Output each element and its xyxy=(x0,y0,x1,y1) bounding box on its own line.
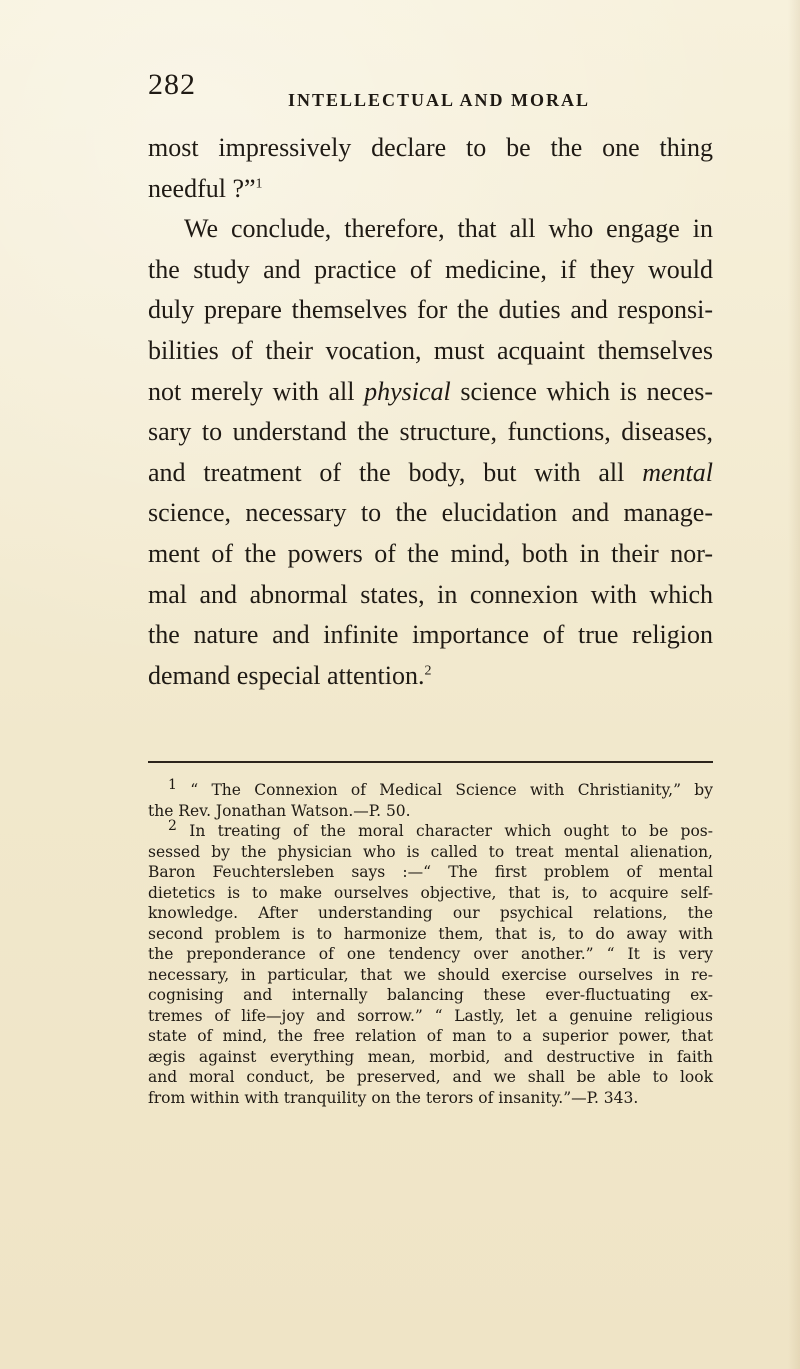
running-head: INTELLECTUAL AND MORAL xyxy=(288,90,591,110)
body-line-text: most impressively declare to be the one thing xyxy=(148,133,713,162)
body-line-text: needful ?” xyxy=(148,173,256,203)
body-line xyxy=(148,534,713,575)
footnote-2-line xyxy=(148,924,713,945)
body-line-text: the study and practice of medicine, if they would xyxy=(148,254,713,284)
body-line-text: mal and abnormal states, in connexion with which xyxy=(148,579,713,609)
body-line-text: science, necessary to the elucidation and manage- xyxy=(148,498,713,528)
footnote-text: ægis against everything mean, morbid, and destructive in faith xyxy=(148,1047,713,1066)
footnote-2-line xyxy=(148,944,713,965)
footnote-text: from within with tranquility on the terors of insanity.”—P. 343. xyxy=(148,1088,639,1107)
body-line-text: duly prepare themselves for the duties and responsi- xyxy=(148,295,713,325)
body-line-text: science which is neces- xyxy=(460,376,714,406)
footnote-text: the Rev. Jonathan Watson.—P. 50. xyxy=(148,801,411,820)
main-text xyxy=(148,128,713,696)
footnote-2-line xyxy=(148,1006,713,1027)
body-line-text: the nature and infinite importance of true religion xyxy=(148,620,713,650)
body-line xyxy=(148,575,713,616)
footnote-ref-1: 1 xyxy=(255,175,263,191)
footnote-1-line xyxy=(148,776,713,801)
footnote-2-line xyxy=(148,1067,713,1088)
footnote-divider xyxy=(148,761,713,763)
footnote-text: the preponderance of one tendency over another.” “ It is very xyxy=(148,945,713,963)
footnote-2-line xyxy=(148,1047,713,1068)
footnote-text: In treating of the moral character which ought to be pos- xyxy=(189,822,713,840)
footnote-text: “ The Connexion of Medical Science with Christianity,” by xyxy=(190,781,713,799)
footnote-text: state of mind, the free relation of man to a superior power, that xyxy=(148,1027,713,1045)
footnote-text: knowledge. After understanding our psychical relations, the xyxy=(148,904,713,922)
footnote-text: dietetics is to make ourselves objective, that is, to acquire self- xyxy=(148,883,713,902)
body-line xyxy=(148,372,713,413)
body-line xyxy=(148,656,713,697)
body-line xyxy=(148,128,713,169)
footnote-2-line xyxy=(148,1026,713,1047)
footnote-ref-2: 2 xyxy=(424,663,432,679)
paragraph-start xyxy=(148,209,713,250)
body-line-text: and treatment of the body, but with all xyxy=(148,457,643,487)
footnote-2-line xyxy=(148,903,713,924)
body-line xyxy=(148,290,713,331)
page-header xyxy=(148,68,708,116)
body-line xyxy=(148,169,713,210)
footnote-text: necessary, in particular, that we should exercise ourselves in re- xyxy=(148,965,713,984)
body-line-text: not merely with all xyxy=(148,376,365,406)
footnote-text: sessed by the physician who is called to treat mental alienation, xyxy=(148,842,713,861)
footnote-2-line xyxy=(148,1088,713,1109)
page-number: 282 xyxy=(148,68,196,101)
footnote-number-2: 2 xyxy=(168,817,177,834)
footnote-text: second problem is to harmonize them, that is, to do away with xyxy=(148,924,713,943)
body-line xyxy=(148,615,713,656)
footnote-text: and moral conduct, be preserved, and we shall be able to look xyxy=(148,1068,713,1086)
body-line-text: sary to understand the structure, functions, diseases, xyxy=(148,417,713,447)
footnote-text: cognising and internally balancing these ever-fluctuating ex- xyxy=(148,986,713,1004)
body-line-text: We conclude, therefore, that all who engage in xyxy=(184,214,713,244)
footnote-text: Baron Feuchtersleben says :—“ The first problem of mental xyxy=(148,863,713,881)
footnote-2-line xyxy=(148,842,713,863)
footnote-2-line xyxy=(148,965,713,986)
footnote-text: tremes of life—joy and sorrow.” “ Lastly, let a genuine religious xyxy=(148,1006,713,1025)
footnote-number-1: 1 xyxy=(168,776,177,793)
emphasis-physical: physical xyxy=(364,376,451,406)
body-line xyxy=(148,250,713,291)
footnote-2-line xyxy=(148,985,713,1006)
footnote-2-line xyxy=(148,862,713,883)
body-line-text: ment of the powers of the mind, both in their nor- xyxy=(148,538,713,568)
footnote-2-line xyxy=(148,817,713,842)
footnote-2-line xyxy=(148,883,713,904)
body-line xyxy=(148,331,713,372)
body-line-text: demand especial attention. xyxy=(148,660,425,690)
footnotes xyxy=(148,776,713,1108)
body-line xyxy=(148,412,713,453)
emphasis-mental: mental xyxy=(642,457,713,487)
body-line-text: bilities of their vocation, must acquaint themselves xyxy=(148,335,713,365)
body-line xyxy=(148,493,713,534)
page-edge-shadow xyxy=(788,0,800,1369)
body-line xyxy=(148,453,713,494)
footnote-1-line xyxy=(148,801,713,822)
